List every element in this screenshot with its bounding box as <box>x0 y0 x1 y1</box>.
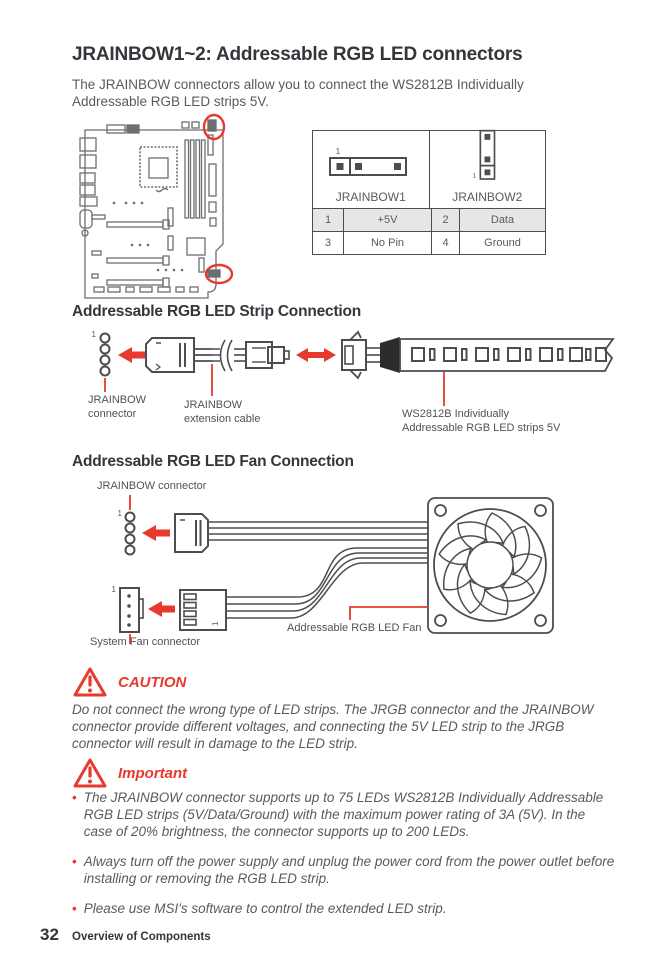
pin-number: 4 <box>431 232 459 254</box>
list-item <box>72 853 617 887</box>
important-header <box>72 757 187 789</box>
pin-definition-table <box>312 130 546 255</box>
jrainbow-connector-label: JRAINBOW connector <box>88 394 147 420</box>
warning-triangle-icon <box>72 757 108 789</box>
bullet-icon: • <box>72 901 77 916</box>
svg-text:1: 1 <box>211 621 220 626</box>
pin-signal: +5V <box>343 209 431 231</box>
bullet-text: Always turn off the power supply and unplug the power cord from the power outlet before installing or removing the RGB LED strip. <box>83 854 615 886</box>
svg-text:1: 1 <box>335 147 340 156</box>
caution-text: Do not connect the wrong type of LED strips. The JRGB connector and the JRAINBOW connector provide different voltages, and connecting the 5V LED strip to the JRGB connector will result in damage to the LED strip. <box>72 702 594 751</box>
pin-number: 1 <box>324 214 332 226</box>
pin-number: 3 <box>324 237 332 249</box>
ws2812b-strip-label: WS2812B Individually Addressable RGB LED strips 5V <box>402 408 561 434</box>
svg-text:1: 1 <box>117 509 122 518</box>
jrainbow-header-icon <box>101 334 110 376</box>
arrow-left-icon <box>142 525 170 541</box>
important-list <box>72 789 617 930</box>
strip-end-cap <box>380 337 400 373</box>
pin-table-row <box>313 208 545 231</box>
extension-cable-female-connector <box>146 338 194 372</box>
rgb-fan-icon <box>428 498 553 633</box>
motherboard-outline <box>80 120 223 298</box>
jrainbow-header-icon <box>126 513 135 555</box>
pin-signal: No Pin <box>343 232 431 254</box>
extension-cable-male-connector <box>246 342 289 368</box>
strip-connection-diagram <box>72 328 627 446</box>
system-fan-connector-label: System Fan connector <box>90 636 201 648</box>
bullet-text: Please use MSI's software to control the extended LED strip. <box>83 901 447 916</box>
page-title: JRAINBOW1~2: Addressable RGB LED connectors <box>72 44 523 65</box>
pin-table-row <box>313 231 545 254</box>
fan-section-heading: Addressable RGB LED Fan Connection <box>72 453 354 470</box>
strip-connector <box>342 332 380 378</box>
pin-signal: Data <box>459 209 545 231</box>
jrainbow1-label: JRAINBOW1 <box>335 190 406 204</box>
motherboard-diagram <box>80 118 230 302</box>
system-fan-header-icon <box>120 588 143 632</box>
bullet-text: The JRAINBOW connector supports up to 75 LEDs WS2812B Individually Addressable RGB LED strips (5V/Data/Ground) with the maximum power rating of 3A (5V). In the case of 20% brightness, the connector supports up to 200 LEDs. <box>83 790 604 839</box>
important-title: Important <box>118 764 188 782</box>
jrainbow1-pinout-icon <box>326 143 416 189</box>
footer-section-title: Overview of Components <box>72 931 211 943</box>
fan-cable-top <box>208 522 428 540</box>
rgb-fan-label: Addressable RGB LED Fan <box>287 622 422 634</box>
jrainbow1-connector-cell <box>313 131 429 208</box>
fan-connection-diagram <box>72 478 627 663</box>
bullet-icon: • <box>72 854 77 869</box>
svg-text:1: 1 <box>472 172 477 180</box>
jrainbow2-pinout-icon <box>452 129 522 189</box>
list-item <box>72 789 617 840</box>
caution-title: CAUTION <box>118 673 187 691</box>
jrainbow2-label: JRAINBOW2 <box>452 190 523 204</box>
caution-header <box>72 666 186 698</box>
jrainbow2-connector-cell <box>429 131 546 208</box>
cable-wires <box>176 340 246 371</box>
warning-triangle-icon <box>72 666 108 698</box>
extension-cable-label: JRAINBOW extension cable <box>184 399 261 425</box>
svg-text:1: 1 <box>91 330 96 339</box>
bullet-icon: • <box>72 790 77 805</box>
intro-text: The JRAINBOW connectors allow you to connect the WS2812B Individually Addressable RGB LED strips 5V. <box>72 77 524 109</box>
fan-cable-connector <box>175 514 208 552</box>
arrow-left-icon <box>118 347 147 363</box>
pin-number: 2 <box>431 209 459 231</box>
arrow-left-icon <box>148 601 175 617</box>
led-strip <box>400 339 613 371</box>
arrow-double-icon <box>296 348 336 362</box>
strip-section-heading: Addressable RGB LED Strip Connection <box>72 303 362 320</box>
fan-jrainbow-connector-label: JRAINBOW connector <box>97 480 207 492</box>
list-item <box>72 900 617 917</box>
pin-signal: Ground <box>459 232 545 254</box>
page-number: 32 <box>40 925 59 944</box>
svg-text:1: 1 <box>111 585 116 594</box>
